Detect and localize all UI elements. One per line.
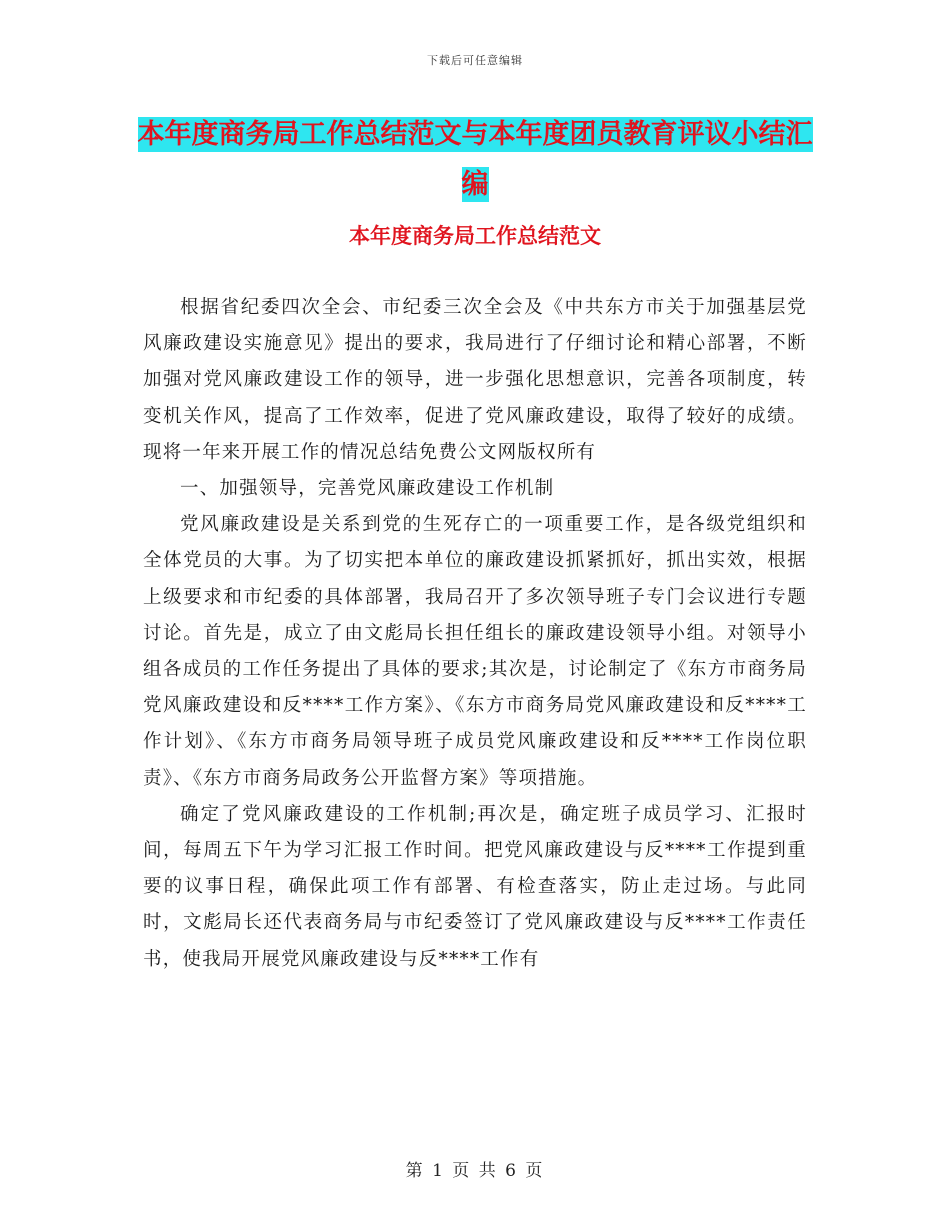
document-title-text: 本年度商务局工作总结范文与本年度团员教育评议小结汇编 — [137, 119, 813, 200]
paragraph-mechanism: 确定了党风廉政建设的工作机制;再次是，确定班子成员学习、汇报时间，每周五下午为学习汇报工作时间。把党风廉政建设与反****工作提到重要的议事日程，确保此项工作有部署、有检查落实，防止走过场。与此同时，文彪局长还代表商务局与市纪委签订了党风廉政建设与反****工作责任书，使我局开展党风廉政建设与反****工作有 — [143, 803, 807, 970]
paragraph-heading-1: 一、加强领导，完善党风廉政建设工作机制 — [180, 478, 555, 500]
section-title: 本年度商务局工作总结范文 — [349, 224, 601, 248]
document-body — [143, 290, 807, 978]
paragraph-leadership: 党风廉政建设是关系到党的生死存亡的一项重要工作，是各级党组织和全体党员的大事。为了切实把本单位的廉政建设抓紧抓好，抓出实效，根据上级要求和市纪委的具体部署，我局召开了多次领导班子专门会议进行专题讨论。首先是，成立了由文彪局长担任组长的廉政建设领导小组。对领导小组各成员的工作任务提出了具体的要求;其次是，讨论制定了《东方市商务局党风廉政建设和反****工作方案》、《东方市商务局党风廉政建设和反****工作计划》、《东方市商务局领导班子成员党风廉政建设和反****工作岗位职责》、《东方市商务局政务公开监督方案》等项措施。 — [143, 514, 807, 789]
document-title — [130, 110, 820, 210]
header-note: 下载后可任意编辑 — [427, 54, 523, 67]
page-indicator: 第 1 页 共 6 页 — [405, 1161, 545, 1181]
paragraph-intro: 根据省纪委四次全会、市纪委三次全会及《中共东方市关于加强基层党风廉政建设实施意见》提出的要求，我局进行了仔细讨论和精心部署，不断加强对党风廉政建设工作的领导，进一步强化思想意识，完善各项制度，转变机关作风，提高了工作效率，促进了党风廉政建设，取得了较好的成绩。现将一年来开展工作的情况总结免费公文网版权所有 — [143, 297, 807, 463]
